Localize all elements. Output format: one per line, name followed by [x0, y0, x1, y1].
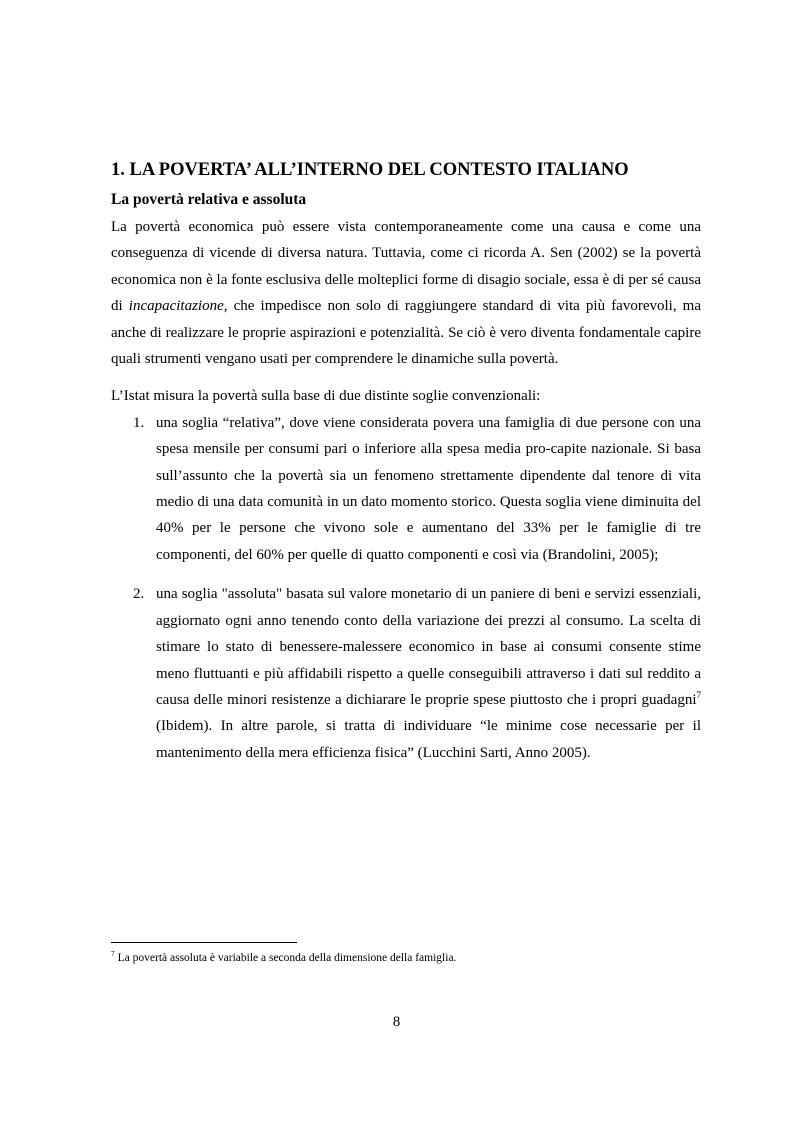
paragraph-text-after-emphasis: che impedisce non solo di raggiungere standard di vita più favorevoli, ma anche di realizzare le proprie aspirazioni e potenzialità. Se ciò è vero diventa fondamentale capire quali strumenti vengano usati per comprendere le dinamiche sulla povertà. — [111, 298, 702, 368]
emphasis-incapacitazione: incapacitazione, — [128, 298, 228, 315]
footnote-text: La povertà assoluta è variabile a seconda della dimensione della famiglia. — [114, 952, 457, 964]
footnote-separator — [111, 942, 297, 943]
paragraph-istat-thresholds: L’Istat misura la povertà sulla base di due distinte soglie convenzionali: — [111, 388, 541, 405]
list-item-relative-threshold — [111, 410, 701, 568]
section-subheading: La povertà relativa e assoluta — [111, 191, 307, 208]
footnote-marker: 7 — [111, 949, 115, 959]
list-item-number: 2. — [133, 586, 145, 603]
threshold-list — [111, 410, 701, 766]
list-item-text-before-ref: una soglia "assoluta" basata sul valore monetario di un paniere di beni e servizi essenziali, aggiornato ogni anno tenendo conto della variazione dei prezzi al consumo. La scelta di stimare lo stato di benessere-malessere economico in base ai consumi consente stime meno fluttuanti e più affidabili rispetto a quelle conseguibili attraverso i dati sul reddito a causa delle minori resistenze a dichiarare le proprie spese piuttosto che i propri guadagni — [156, 586, 701, 708]
list-item-text: una soglia “relativa”, dove viene considerata povera una famiglia di due persone con una spesa mensile per consumi pari o inferiore alla spesa media pro-capite nazionale. Si basa sull’assunto che la povertà sia un fenomeno strettamente dipendente dal tenore di vita medio di una data comunità in un dato momento storico. Questa soglia viene diminuita del 40% per le persone che vivono sole e aumentano del 33% per le famiglie di tre componenti, del 60% per quelle di quatto componenti e così via (Brandolini, 2005); — [156, 414, 701, 563]
list-item-text-after-ref: (Ibidem). In altre parole, si tratta di individuare “le minime cose necessarie per il mantenimento della mera efficienza fisica” (Lucchini Sarti, Anno 2005). — [156, 718, 701, 761]
page-number: 8 — [392, 1014, 401, 1030]
chapter-heading: 1. LA POVERTA’ ALL’INTERNO DEL CONTESTO ITALIANO — [111, 160, 629, 180]
list-item-number: 1. — [133, 414, 145, 431]
footnote — [111, 950, 456, 966]
paragraph-text-before-emphasis: La povertà economica può essere vista contemporaneamente come una causa e come una conseguenza di vicende di diversa natura. Tuttavia, come ci ricorda A. Sen (2002) se la povertà economica non è la fonte esclusiva delle molteplici forme di disagio sociale, essa è di per sé causa di — [111, 219, 701, 315]
page-content — [111, 157, 701, 766]
footnote-reference[interactable]: 7 — [696, 689, 701, 700]
paragraph-poverty-economic — [111, 214, 701, 372]
list-item-absolute-threshold — [111, 581, 701, 766]
